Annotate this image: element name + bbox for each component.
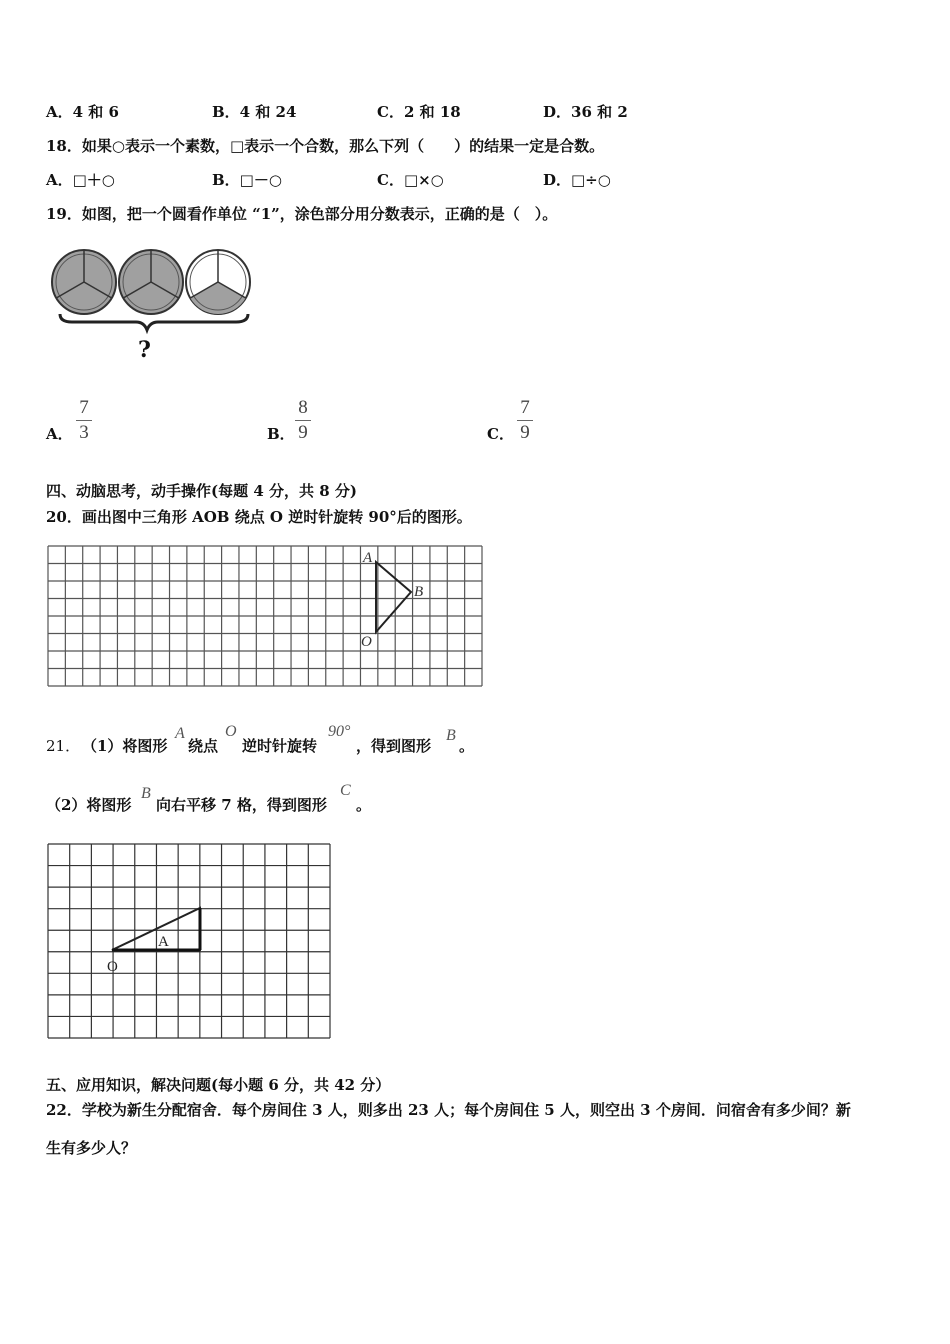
- q21-part2-text-b: 向右平移 7 格，得到图形: [156, 796, 327, 814]
- q21-degree: 90°: [328, 723, 351, 740]
- q17-option-d: D．36 和 2: [543, 103, 628, 121]
- denominator: 9: [298, 422, 308, 443]
- q21-symbol-b: B: [446, 727, 456, 744]
- q19-question-mark: ?: [138, 337, 151, 363]
- q21-symbol-a: A: [175, 725, 185, 742]
- q17-option-b: B．4 和 24: [212, 103, 297, 121]
- q21-part1-text-d: ，得到图形: [356, 737, 432, 755]
- grid-lines: [48, 844, 330, 1038]
- circle-fully-shaded-1: [52, 250, 116, 314]
- numerator: 8: [298, 397, 308, 418]
- q18-option-a: A．□＋○: [46, 171, 115, 189]
- q21-part1-text-c: 逆时针旋转: [242, 737, 318, 755]
- q19-option-a-fraction: [74, 398, 94, 443]
- label-a: A: [363, 550, 373, 566]
- q21-part2-text-a: （2）将图形: [46, 796, 132, 814]
- q19-option-c-letter: C．: [487, 425, 514, 443]
- label-o: O: [361, 634, 372, 650]
- q20-text: 20．画出图中三角形 AOB 绕点 O 逆时针旋转 90°后的图形。: [46, 508, 472, 526]
- denominator: 9: [520, 422, 530, 443]
- label-a: A: [158, 934, 169, 950]
- q19-option-c-fraction: [515, 398, 535, 443]
- q19-option-a-letter: A．: [46, 425, 73, 443]
- denominator: 3: [79, 422, 89, 443]
- q20-grid: [46, 544, 484, 688]
- fraction-bar: [295, 420, 311, 421]
- q18-option-d: D．□÷○: [543, 171, 611, 189]
- fraction-bar: [517, 420, 533, 421]
- label-b: B: [414, 584, 424, 600]
- q19-circles-figure: [44, 240, 260, 366]
- label-o: O: [107, 959, 118, 975]
- q21-symbol-b2: B: [141, 785, 151, 802]
- q18-option-c: C．□×○: [377, 171, 444, 189]
- q17-option-c: C．2 和 18: [377, 103, 461, 121]
- circle-one-third-shaded: [186, 250, 250, 314]
- q21-number: 21．: [46, 737, 81, 755]
- q21-part1-text-e: 。: [459, 737, 475, 755]
- section-5-heading: 五、应用知识，解决问题(每小题 6 分，共 42 分）: [46, 1076, 391, 1094]
- numerator: 7: [520, 397, 530, 418]
- q19-option-b-fraction: [293, 398, 313, 443]
- q22-text-line2: 生有多少人？: [46, 1139, 137, 1157]
- q19-text: 19．如图，把一个圆看作单位 “1”，涂色部分用分数表示，正确的是（ ）。: [46, 205, 558, 223]
- curly-brace: [60, 314, 248, 330]
- q19-option-b-letter: B．: [267, 425, 295, 443]
- q21-part2-text-c: 。: [356, 796, 372, 814]
- q17-option-a: A．4 和 6: [46, 103, 119, 121]
- numerator: 7: [79, 397, 89, 418]
- q21-part1-text-b: 绕点: [188, 737, 219, 755]
- q18-text: 18．如果○表示一个素数，□表示一个合数，那么下列（ ）的结果一定是合数。: [46, 137, 605, 155]
- q21-symbol-c: C: [340, 782, 351, 799]
- grid-lines: [48, 546, 482, 686]
- q21-grid: [46, 842, 332, 1040]
- q22-text-line1: 22．学校为新生分配宿舍．每个房间住 3 人，则多出 23 人；每个房间住 5 人，则空出 3 个房间．问宿舍有多少间？新: [46, 1101, 851, 1119]
- circle-fully-shaded-2: [119, 250, 183, 314]
- q18-option-b: B．□－○: [212, 171, 282, 189]
- q21-symbol-o: O: [225, 723, 237, 740]
- q21-part1-text-a: （1）将图形: [82, 737, 168, 755]
- triangle-aob: [376, 562, 411, 632]
- fraction-bar: [76, 420, 92, 421]
- section-4-heading: 四、动脑思考，动手操作(每题 4 分，共 8 分): [46, 482, 357, 500]
